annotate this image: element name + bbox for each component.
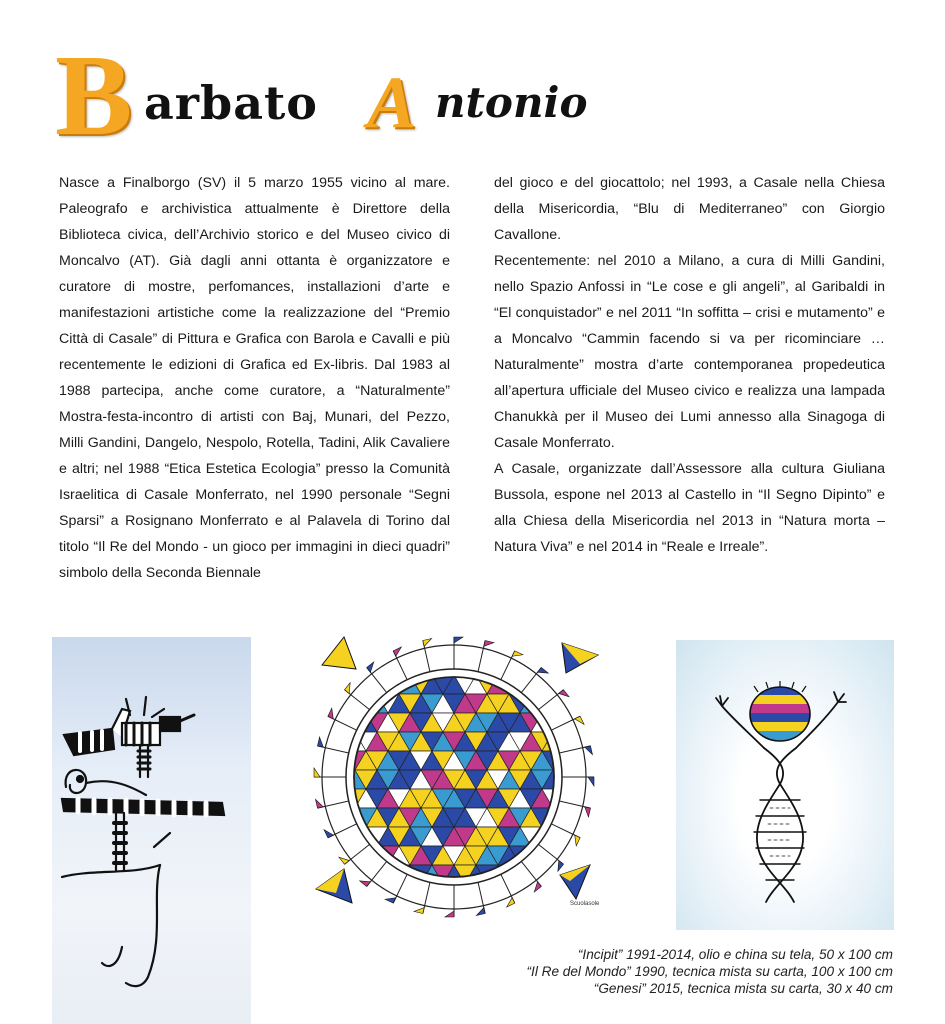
mosaic-triangle [597, 694, 608, 713]
incipit-drawing [52, 637, 251, 1024]
mosaic-triangle [597, 808, 608, 827]
mandala-flag [345, 683, 351, 694]
mosaic-triangle [586, 675, 608, 694]
mosaic-triangle [597, 846, 608, 865]
mandala-flag [339, 857, 349, 864]
mosaic-triangle [355, 884, 377, 903]
mosaic-triangle [366, 884, 388, 903]
bio-paragraph: A Casale, organizzate dall’Assessore alla cultura Giuliana Bussola, espone nel 2013 al Castello in “Il Segno Dipinto” e alla Chiesa della Misericordia nel 2013 in “Natura morta – Natura Viva” e nel 2014 in “Reale e Irreale”. [494, 461, 885, 555]
mosaic-triangle [542, 827, 564, 846]
name-rest: ntonio [435, 78, 588, 127]
mosaic-triangle [520, 675, 542, 694]
mandala-flag [559, 690, 569, 697]
mosaic-triangle [597, 732, 608, 751]
mosaic-triangle [597, 770, 608, 789]
mandala-flag [538, 668, 549, 674]
genesi-drawing [676, 640, 894, 930]
mosaic-triangle [597, 751, 608, 770]
mandala-flag [585, 807, 591, 817]
mandala-drawing [300, 625, 608, 933]
mosaic-triangle [542, 675, 564, 694]
mosaic-triangle [553, 713, 575, 732]
mosaic-triangle [333, 713, 355, 732]
bio-paragraph: del gioco e del giocattolo; nel 1993, a Casale nella Chiesa della Misericordia, “Blu di Mediterraneo” con Giorgio Cavallone. [494, 175, 885, 243]
mosaic-triangle [333, 789, 355, 808]
mosaic-triangle [597, 713, 608, 732]
mandala-flag [534, 882, 541, 892]
artwork-il-re-del-mondo [300, 625, 608, 933]
surname-initial: B [55, 32, 133, 160]
caption-il-re-del-mondo: “Il Re del Mondo” 1990, tecnica mista su carta, 100 x 100 cm [526, 964, 893, 979]
mandala-flag [512, 651, 523, 656]
signature-text: Scuolasole [570, 901, 600, 907]
mosaic-triangle [487, 884, 509, 903]
mosaic-triangle [586, 713, 608, 732]
mosaic-triangle [586, 751, 608, 770]
mosaic-triangle [333, 675, 355, 694]
mosaic-triangle [586, 827, 608, 846]
mosaic-triangle [575, 846, 597, 865]
caption-genesi: “Genesi” 2015, tecnica mista su carta, 30 x 40 cm [593, 981, 893, 996]
mosaic-triangle [564, 675, 586, 694]
mosaic-triangle [553, 789, 575, 808]
mosaic-triangle [553, 751, 575, 770]
mosaic-triangle [586, 694, 608, 713]
mosaic-triangle [421, 884, 443, 903]
mandala-flag [385, 898, 396, 903]
mosaic-triangle [597, 789, 608, 808]
mandala-flag [575, 716, 584, 724]
mandala-flag [585, 746, 593, 755]
mandala-flag [476, 908, 485, 916]
mandala-flag [324, 830, 333, 838]
mosaic-triangle [531, 694, 553, 713]
mosaic-triangle [564, 846, 586, 865]
mandala-flag [314, 768, 320, 777]
mandala-flag [360, 881, 371, 887]
mosaic-triangle [564, 751, 586, 770]
mosaic-triangle [366, 675, 388, 694]
surname-rest: arbato [144, 76, 318, 130]
mosaic-triangle [586, 846, 608, 865]
mandala-flag [318, 737, 324, 747]
mosaic-triangle [399, 884, 421, 903]
mandala-flag [558, 861, 564, 872]
mosaic-triangle [520, 865, 542, 884]
mosaic-triangle [531, 884, 553, 903]
name-initial: A [367, 62, 417, 144]
bio-paragraph: Nasce a Finalborgo (SV) il 5 marzo 1955 vicino al mare. Paleografo e archivistica attualmente è Direttore della Biblioteca civica, dell’Archivio storico e del Museo civico di Moncalvo (AT). Già dagli anni ottanta è organizzatore e curatore di mostre, perfomances, installazioni d’arte e manifestazioni artistiche come la realizzazione del “Premio Città di Casale” di Pittura e Grafica con Barola e Cavalli e più recentemente le edizioni di Grafica ed Ex-libris. Dal 1983 al 1988 partecipa, anche come curatore, a “Naturalmente” Mostra-festa-incontro di artisti con Baj, Munari, del Pezzo, Milli Gandini, Dangelo, Nespolo, Rotella, Tadini, Alik Cavaliere e altri; nel 1988 “Etica Estetica Ecologia” presso la Comunità Israelitica di Casale Monferrato, nel 1990 personale “Segni Sparsi” a Rosignano Monferrato e al Palavela di Torino dal titolo “Il Re del Mondo - un gioco per immagini in dieci quadri” simbolo della Seconda Biennale [59, 175, 450, 581]
mosaic-triangle [333, 751, 355, 770]
mosaic-triangle [333, 770, 355, 789]
mosaic-triangle [454, 884, 476, 903]
mosaic-triangle [344, 694, 366, 713]
caption-incipit: “Incipit” 1991-2014, olio e china su tela, 50 x 100 cm [577, 947, 893, 962]
mandala-flag [328, 708, 333, 719]
mosaic-triangle [575, 675, 597, 694]
mosaic-triangle [355, 694, 377, 713]
artwork-captions [527, 946, 893, 997]
mandala-flag [393, 647, 401, 656]
mosaic-triangle [564, 808, 586, 827]
mosaic-triangle [575, 713, 597, 732]
mosaic-triangle [344, 827, 366, 846]
mandala-flag [423, 639, 432, 647]
mosaic-triangle [597, 827, 608, 846]
mosaic-triangle [322, 675, 344, 694]
artwork-genesi [676, 640, 894, 930]
mosaic-triangle [575, 694, 597, 713]
artwork-incipit [52, 637, 251, 1024]
mandala-flag [454, 637, 463, 643]
mosaic-triangle [597, 675, 608, 694]
mosaic-triangle [597, 865, 608, 884]
mosaic-triangle [586, 770, 608, 789]
bio-column-left [59, 170, 450, 586]
mosaic-triangle [465, 884, 487, 903]
mosaic-triangle [366, 865, 388, 884]
mandala-flag [588, 777, 594, 786]
mosaic-triangle [553, 770, 575, 789]
mandala-flag [445, 911, 454, 917]
mandala-flag [414, 908, 424, 914]
mandala-flag [316, 799, 324, 808]
mosaic-triangle [322, 751, 344, 770]
mandala-flag [507, 898, 515, 907]
bio-column-right [494, 170, 885, 560]
mosaic-triangle [542, 884, 564, 903]
mosaic-triangle [564, 770, 586, 789]
mosaic-triangle [542, 694, 564, 713]
mandala-flag [484, 641, 494, 647]
bio-paragraph: Recentemente: nel 2010 a Milano, a cura di Milli Gandini, nello Spazio Anfossi in “Le cose e gli angeli”, al Garibaldi in “El conquistador” e nel 2011 “In soffitta – crisi e mutamento” e a Moncalvo “Cammin facendo si va per ricominciare … Naturalmente” mostra d’arte contemporanea propedeutica all’apertura ufficiale del Museo civico e realizza una lampada Chanukkà per il Museo dei Lumi annesso alla Sinagoga di Casale Monferrato. [494, 253, 885, 451]
mosaic-triangle [586, 789, 608, 808]
mandala-flag [367, 662, 374, 672]
mosaic-triangle [432, 884, 454, 903]
mosaic-triangle [553, 846, 575, 865]
mandala-flag [575, 835, 580, 846]
